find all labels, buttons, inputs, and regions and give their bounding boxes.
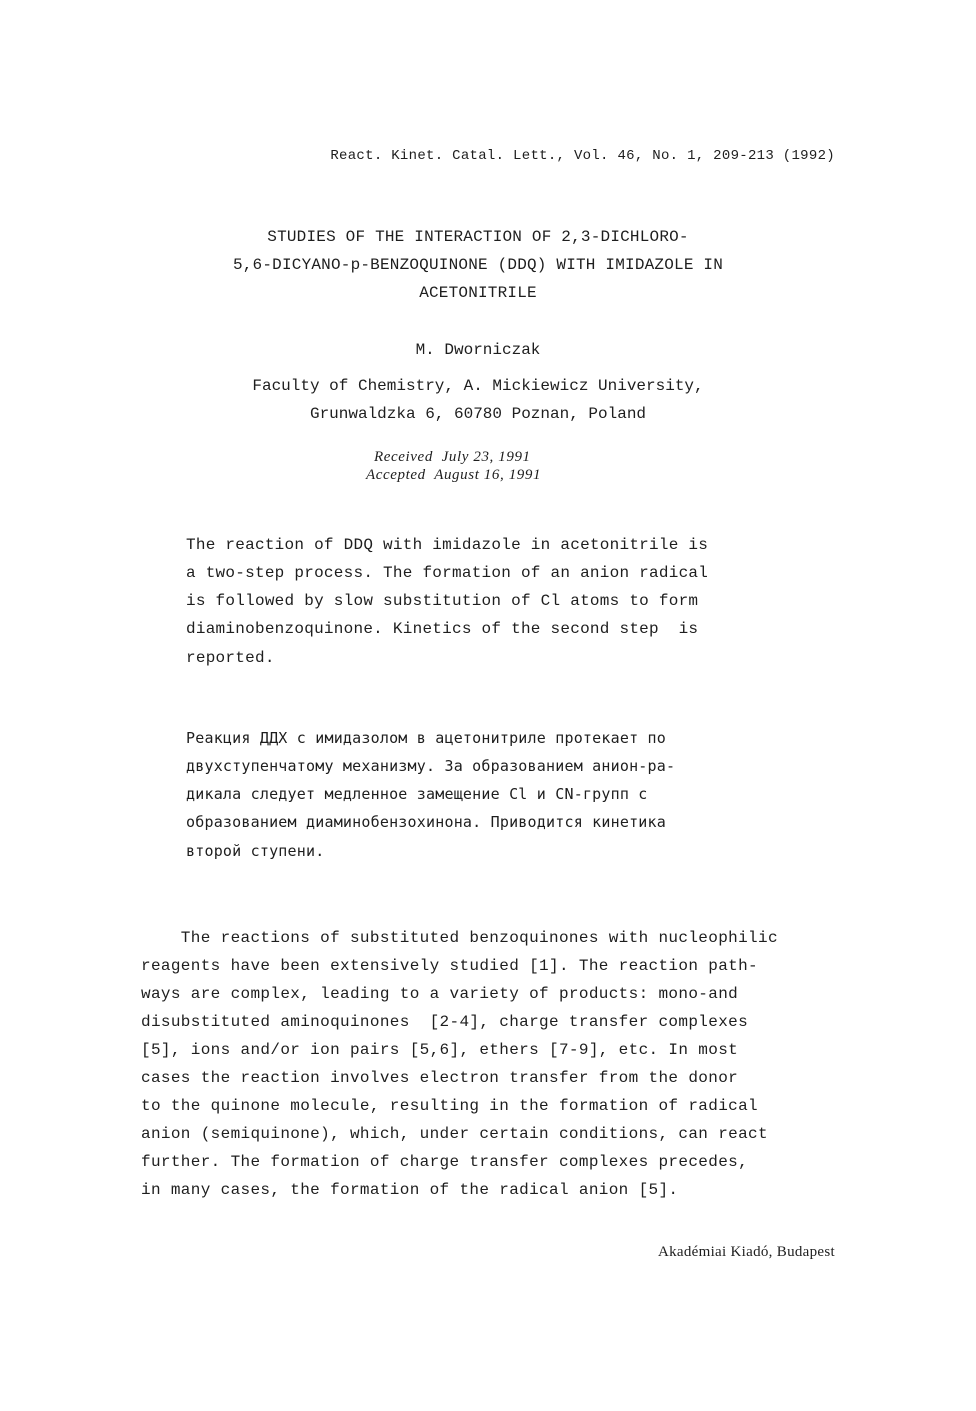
paper-title-line-3: ACETONITRILE [419, 284, 537, 302]
abstract-ru-line: второй ступени. [186, 842, 325, 860]
abstract-en-line: reported. [186, 649, 275, 667]
body-text-line: to the quinone molecule, resulting in the formation of radical [141, 1097, 758, 1115]
body-text-line: [5], ions and/or ion pairs [5,6], ethers [7-9], etc. In most [141, 1041, 739, 1059]
paper-title-line-2: 5,6-DICYANO-p-BENZOQUINONE (DDQ) WITH IMIDAZOLE IN [232, 256, 724, 274]
affiliation-line-2: Grunwaldzka 6, 60780 Poznan, Poland [309, 405, 647, 423]
abstract-ru-line: образованием диаминобензохинона. Приводится кинетика [186, 813, 666, 831]
abstract-ru-line: Реакция ДДХ с имидазолом в ацетонитриле протекает по [186, 729, 666, 747]
abstract-en-line: a two-step process. The formation of an anion radical [186, 564, 709, 582]
body-text-line: ways are complex, leading to a variety of products: mono-and [141, 985, 739, 1003]
body-text-line: reagents have been extensively studied [1]. The reaction path- [141, 957, 758, 975]
abstract-en-line: is followed by slow substitution of Cl atoms to form [186, 592, 699, 610]
abstract-ru-line: дикала следует медленное замещение Cl и CN-групп с [186, 785, 648, 803]
body-text-line: in many cases, the formation of the radical anion [5]. [141, 1181, 679, 1199]
body-text-line: cases the reaction involves electron transfer from the donor [141, 1069, 739, 1087]
abstract-en-line: diaminobenzoquinone. Kinetics of the second step is [186, 620, 699, 638]
affiliation-line-1: Faculty of Chemistry, A. Mickiewicz University, [252, 377, 704, 395]
author-name: M. Dworniczak [415, 341, 541, 359]
accepted-date: Accepted August 16, 1991 [366, 467, 542, 483]
body-text-line: further. The formation of charge transfer complexes precedes, [141, 1153, 749, 1171]
journal-citation: React. Kinet. Catal. Lett., Vol. 46, No. 1, 209-213 (1992) [330, 148, 835, 164]
abstract-ru-line: двухступенчатому механизму. За образованием анион-ра- [186, 757, 676, 775]
paper-title-line-1: STUDIES OF THE INTERACTION OF 2,3-DICHLORO- [267, 228, 689, 246]
body-text-line: anion (semiquinone), which, under certain conditions, can react [141, 1125, 768, 1143]
publisher-imprint: Akadémiai Kiadó, Budapest [657, 1244, 835, 1260]
body-text-line: The reactions of substituted benzoquinones with nucleophilic [141, 929, 778, 947]
received-date: Received July 23, 1991 [374, 449, 531, 465]
abstract-en-line: The reaction of DDQ with imidazole in acetonitrile is [186, 536, 709, 554]
body-text-line: disubstituted aminoquinones [2-4], charge transfer complexes [141, 1013, 749, 1031]
